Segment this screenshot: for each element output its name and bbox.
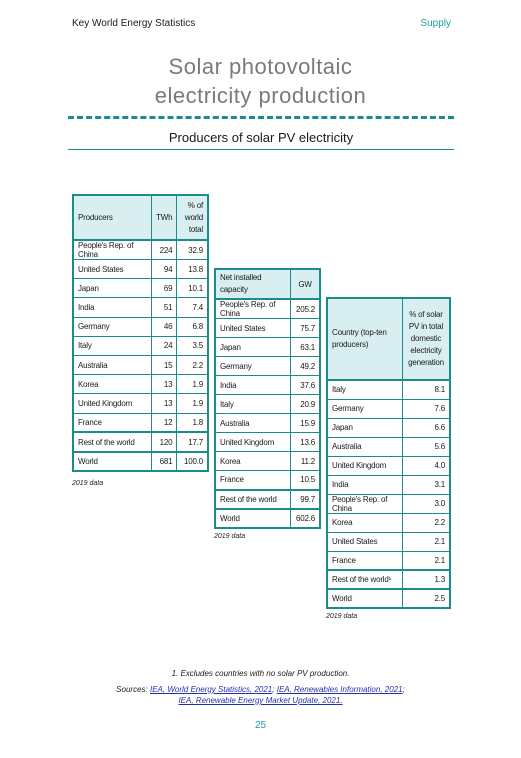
value-cell: 2.1 (403, 551, 451, 570)
value-cell: 205.2 (291, 299, 321, 319)
sources: Sources: IEA, World Energy Statistics, 2021; IEA, Renewables Information, 2021; IEA, Renewable Energy Market Update, 2021. (116, 685, 405, 705)
value-cell: 32.9 (177, 240, 208, 260)
table-row (327, 532, 450, 551)
table-row (215, 319, 320, 338)
table-row (215, 452, 320, 471)
value-cell: 7.6 (403, 399, 451, 418)
summary-value-cell: 681 (152, 452, 177, 471)
table-row (327, 494, 450, 513)
country-cell: United States (73, 260, 152, 279)
table-row (215, 357, 320, 376)
value-cell: 5.6 (403, 437, 451, 456)
source-link-renewables-information[interactable]: IEA, Renewables Information, 2021 (276, 685, 403, 694)
table-row (215, 338, 320, 357)
table-row (73, 375, 208, 394)
summary-value-cell: 2.5 (403, 589, 451, 608)
country-cell: United States (215, 319, 291, 338)
table-row (215, 395, 320, 414)
summary-label-cell: Rest of the world (215, 490, 291, 509)
table-row (215, 471, 320, 490)
document-header-title: Key World Energy Statistics (72, 18, 196, 29)
country-cell: Germany (73, 317, 152, 336)
summary-label-cell: World (73, 452, 152, 471)
value-cell: 4.0 (403, 456, 451, 475)
country-cell: Korea (327, 513, 403, 532)
country-cell: France (327, 551, 403, 570)
country-cell: Italy (73, 336, 152, 355)
world-row (73, 452, 208, 471)
value-cell: 1.8 (177, 413, 208, 432)
value-cell: 46 (152, 317, 177, 336)
summary-value-cell: 99.7 (291, 490, 321, 509)
country-cell: United Kingdom (215, 433, 291, 452)
country-cell: Italy (327, 380, 403, 399)
value-cell: 13 (152, 394, 177, 413)
capacity-note: 2019 data (214, 533, 246, 540)
share-note: 2019 data (326, 613, 358, 620)
table-row (215, 299, 320, 319)
value-cell: 94 (152, 260, 177, 279)
page-number: 25 (254, 720, 267, 731)
table-row (215, 376, 320, 395)
value-cell: 15.9 (291, 414, 321, 433)
value-cell: 7.4 (177, 298, 208, 317)
table-row (327, 551, 450, 570)
country-cell: Japan (215, 338, 291, 357)
col-header-capacity: Net installed capacity (215, 269, 291, 299)
country-cell: People's Rep. of China (215, 299, 291, 319)
table-row (327, 380, 450, 399)
summary-value-cell: 17.7 (177, 432, 208, 452)
country-cell: India (73, 298, 152, 317)
value-cell: 49.2 (291, 357, 321, 376)
country-cell: People's Rep. of China (327, 494, 403, 513)
value-cell: 8.1 (403, 380, 451, 399)
value-cell: 12 (152, 413, 177, 432)
summary-value-cell: 602.6 (291, 509, 321, 528)
value-cell: 37.6 (291, 376, 321, 395)
country-cell: Australia (215, 414, 291, 433)
table-row (73, 394, 208, 413)
table-row (73, 336, 208, 355)
value-cell: 13.8 (177, 260, 208, 279)
value-cell: 224 (152, 240, 177, 260)
table-row (327, 399, 450, 418)
sources-label: Sources: (116, 685, 148, 694)
table-row (215, 433, 320, 452)
source-link-renewable-market-update[interactable]: IEA, Renewable Energy Market Update, 2021. (178, 696, 343, 705)
country-cell: France (73, 413, 152, 432)
source-link-world-energy-statistics[interactable]: IEA, World Energy Statistics, 2021 (149, 685, 273, 694)
rest-of-world-row (215, 490, 320, 509)
share-table (326, 297, 451, 609)
value-cell: 11.2 (291, 452, 321, 471)
country-cell: United States (327, 532, 403, 551)
table-row (73, 240, 208, 260)
value-cell: 3.1 (403, 475, 451, 494)
country-cell: Australia (327, 437, 403, 456)
value-cell: 6.8 (177, 317, 208, 336)
country-cell: India (215, 376, 291, 395)
summary-label-cell: World (327, 589, 403, 608)
country-cell: United Kingdom (73, 394, 152, 413)
col-header-country: Country (top-ten producers) (327, 298, 403, 380)
country-cell: Germany (327, 399, 403, 418)
value-cell: 20.9 (291, 395, 321, 414)
value-cell: 15 (152, 355, 177, 374)
world-row (215, 509, 320, 528)
summary-label-cell: World (215, 509, 291, 528)
country-cell: Korea (215, 452, 291, 471)
table-row (73, 260, 208, 279)
col-header-percent-world: % of world total (177, 195, 208, 240)
table-row (73, 298, 208, 317)
table-row (215, 414, 320, 433)
table-row (327, 475, 450, 494)
subtitle-underline (68, 149, 454, 150)
summary-label-cell: Rest of the world (73, 432, 152, 452)
section-subtitle: Producers of solar PV electricity (168, 130, 354, 145)
world-row (327, 589, 450, 608)
rest-of-world-row (327, 570, 450, 589)
value-cell: 10.5 (291, 471, 321, 490)
summary-value-cell: 120 (152, 432, 177, 452)
country-cell: United Kingdom (327, 456, 403, 475)
table-row (73, 413, 208, 432)
country-cell: Japan (327, 418, 403, 437)
table-row (327, 456, 450, 475)
country-cell: People's Rep. of China (73, 240, 152, 260)
value-cell: 1.9 (177, 394, 208, 413)
col-header-twh: TWh (152, 195, 177, 240)
section-label: Supply (420, 18, 451, 29)
table-row (73, 355, 208, 374)
value-cell: 6.6 (403, 418, 451, 437)
producers-note: 2019 data (72, 480, 104, 487)
value-cell: 2.2 (177, 355, 208, 374)
value-cell: 51 (152, 298, 177, 317)
table-row (73, 317, 208, 336)
value-cell: 24 (152, 336, 177, 355)
footnote: 1. Excludes countries with no solar PV production. (171, 669, 350, 678)
table-row (327, 513, 450, 532)
col-header-share: % of solar PV in total domestic electricity generation (403, 298, 451, 380)
col-header-gw: GW (291, 269, 321, 299)
value-cell: 3.0 (403, 494, 451, 513)
value-cell: 3.5 (177, 336, 208, 355)
country-cell: Korea (73, 375, 152, 394)
country-cell: Germany (215, 357, 291, 376)
title-line-2: electricity production (154, 83, 367, 108)
country-cell: Japan (73, 279, 152, 298)
summary-label-cell: Rest of the world¹ (327, 570, 403, 589)
value-cell: 2.2 (403, 513, 451, 532)
value-cell: 13 (152, 375, 177, 394)
value-cell: 63.1 (291, 338, 321, 357)
value-cell: 2.1 (403, 532, 451, 551)
value-cell: 13.6 (291, 433, 321, 452)
title-divider (68, 116, 454, 119)
col-header-producers: Producers (73, 195, 152, 240)
table-row (327, 418, 450, 437)
capacity-table (214, 268, 321, 529)
table-row (327, 437, 450, 456)
table-row (73, 279, 208, 298)
summary-value-cell: 1.3 (403, 570, 451, 589)
summary-value-cell: 100.0 (177, 452, 208, 471)
value-cell: 69 (152, 279, 177, 298)
value-cell: 1.9 (177, 375, 208, 394)
value-cell: 75.7 (291, 319, 321, 338)
rest-of-world-row (73, 432, 208, 452)
page-title (0, 52, 521, 110)
title-line-1: Solar photovoltaic (168, 54, 353, 79)
country-cell: India (327, 475, 403, 494)
country-cell: Australia (73, 355, 152, 374)
country-cell: Italy (215, 395, 291, 414)
value-cell: 10.1 (177, 279, 208, 298)
producers-table (72, 194, 209, 472)
country-cell: France (215, 471, 291, 490)
